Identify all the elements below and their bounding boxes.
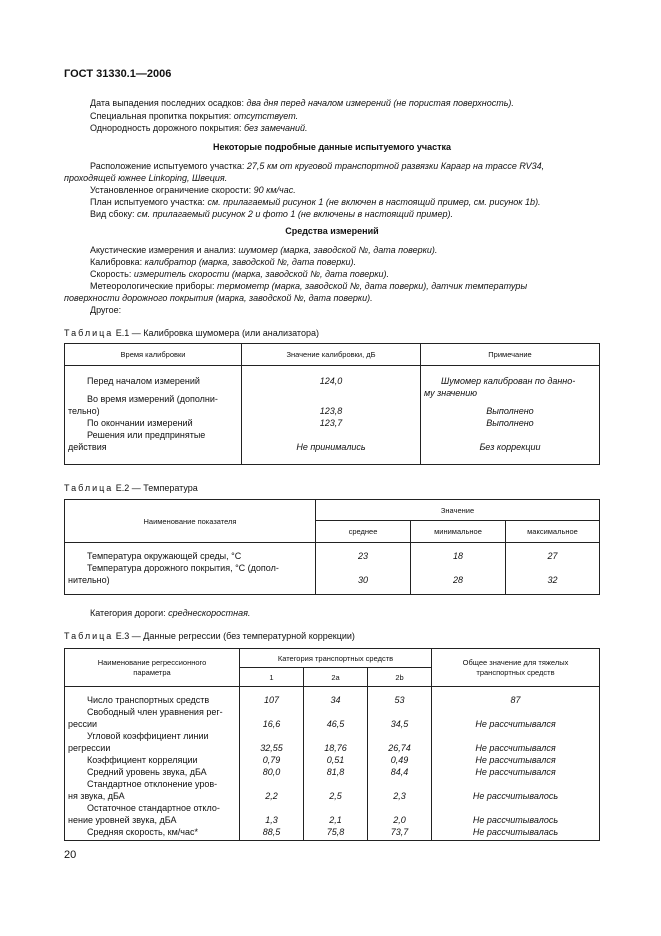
speed-meter-value: измеритель скорости (марка, заводской №, дата поверки). (133, 269, 390, 279)
uniformity-label: Однородность дорожного покрытия: (90, 123, 244, 133)
table-cell (506, 562, 599, 574)
table-cell (432, 778, 599, 790)
table-regression (64, 648, 600, 841)
table-cell: 34,5 (390, 719, 409, 729)
table1-caption-prefix: Таблица (64, 328, 114, 338)
road-category-value: среднескоростная. (168, 608, 251, 618)
table-cell: 2,0 (393, 815, 406, 825)
table-cell (316, 562, 410, 574)
table3-col-name (65, 687, 240, 841)
table-cell: 123,8 (319, 406, 343, 416)
table-cell (304, 802, 367, 814)
table-cell: 23 (357, 551, 368, 561)
table-cell: 73,7 (390, 827, 409, 837)
table-cell: Не рассчитывался (475, 755, 556, 765)
table-cell: 2,5 (329, 791, 342, 801)
table-cell: Температура окружающей среды, °С (87, 551, 242, 561)
table2-col-min (411, 543, 506, 595)
table-cell: регрессии (68, 743, 111, 753)
table2-col-name (65, 543, 316, 595)
calibration-label: Калибровка: (90, 257, 145, 267)
table-cell: Решения или предпринятые (87, 430, 206, 440)
table3-caption-prefix: Таблица (64, 631, 114, 641)
table-cell: Средний уровень звука, дБА (87, 767, 207, 777)
section-title-site-details: Некоторые подробные данные испытуемого участка (212, 142, 452, 152)
table-cell: ня звука, дБА (68, 791, 125, 801)
table2-header-max: максимальное (506, 521, 600, 543)
table1-col-value (242, 366, 421, 465)
speed-meter-label: Скорость: (90, 269, 134, 279)
side-view-line (90, 208, 453, 220)
table2-header-min: минимальное (411, 521, 506, 543)
table-cell: Стандартное отклонение уров- (87, 779, 218, 789)
table-temperature (64, 499, 600, 595)
impregnation-label: Специальная пропитка покрытия: (90, 111, 234, 121)
location-line (90, 160, 544, 172)
table3-header-cat2b: 2b (368, 668, 432, 687)
speed-limit-line (90, 184, 296, 196)
table-cell: 107 (263, 695, 280, 705)
table-cell: Выполнено (486, 406, 534, 416)
meteo-line (90, 280, 527, 292)
section-title-instruments: Средства измерений (285, 226, 379, 236)
meteo-value-1: термометр (марка, заводской №, дата поверки), датчик температуры (217, 281, 528, 291)
table-cell (240, 802, 303, 814)
table2-header-mean: среднее (316, 521, 411, 543)
table-cell: 2,3 (393, 791, 406, 801)
table-calibration (64, 343, 600, 465)
table3-header-total (432, 649, 600, 687)
table2-col-mean (316, 543, 411, 595)
table-cell (304, 706, 367, 718)
table-cell: 32 (547, 575, 558, 585)
table2-caption-prefix: Таблица (64, 483, 114, 493)
table-cell: нение уровней звука, дБА (68, 815, 177, 825)
table2-caption (64, 483, 198, 493)
table-cell: 18 (452, 551, 463, 561)
table-cell: 34 (330, 695, 341, 705)
table1-header-note: Примечание (421, 344, 600, 366)
location-label: Расположение испытуемого участка: (90, 161, 247, 171)
table-cell: Не рассчитывался (475, 767, 556, 777)
table-cell: Коэффициент корреляции (87, 755, 198, 765)
table-cell: 123,7 (319, 418, 343, 428)
table3-caption-text: Е.3 — Данные регрессии (без температурной коррекции) (113, 631, 355, 641)
table1-caption-text: Е.1 — Калибровка шумомера (или анализатора) (113, 328, 319, 338)
table-cell: му значению (424, 388, 477, 398)
uniformity-value: без замечаний. (243, 123, 308, 133)
table-cell: Шумомер калиброван по данно- (441, 376, 576, 386)
table2-caption-text: Е.2 — Температура (113, 483, 198, 493)
table2-col-max (506, 543, 600, 595)
table-cell (432, 730, 599, 742)
table3-header-group: Категория транспортных средств (240, 649, 432, 668)
table-cell: 46,5 (326, 719, 345, 729)
document-header: ГОСТ 31330.1—2006 (64, 68, 172, 80)
table-cell (411, 562, 505, 574)
table-cell: тельно) (68, 406, 100, 416)
road-category-line (90, 607, 250, 619)
table-cell: 81,8 (326, 767, 345, 777)
side-view-label: Вид сбоку: (90, 209, 137, 219)
side-view-value: см. прилагаемый рисунок 2 и фото 1 (не включены в настоящий пример). (136, 209, 453, 219)
table1-header-value: Значение калибровки, дБ (242, 344, 421, 366)
table-cell: Угловой коэффициент линии (87, 731, 209, 741)
acoustic-value: шумомер (марка, заводской №, дата поверки). (238, 245, 438, 255)
table-cell (432, 802, 599, 814)
precipitation-line (90, 97, 514, 109)
table-cell (242, 393, 420, 405)
table-cell: 16,6 (262, 719, 281, 729)
table-cell: действия (68, 442, 107, 452)
table-cell: 87 (510, 695, 521, 705)
table-cell: 124,0 (319, 376, 343, 386)
acoustic-line (90, 244, 437, 256)
impregnation-value: отсутствует. (233, 111, 299, 121)
uniformity-line (90, 122, 308, 134)
table-cell: 84,4 (390, 767, 409, 777)
table-cell: 75,8 (326, 827, 345, 837)
table-cell: 0,49 (390, 755, 409, 765)
table-cell: 28 (452, 575, 463, 585)
table3-header-name-1: Наименование регрессионного (97, 657, 207, 667)
table-cell: 53 (394, 695, 405, 705)
table-cell (421, 429, 599, 441)
table3-col-cat1 (240, 687, 304, 841)
table-cell: Свободный член уравнения рег- (87, 707, 223, 717)
table-cell: 0,79 (262, 755, 281, 765)
road-category-label: Категория дороги: (90, 608, 169, 618)
table-cell: По окончании измерений (87, 418, 193, 428)
precipitation-label: Дата выпадения последних осадков: (90, 98, 247, 108)
calibration-value: калибратор (марка, заводской №, дата поверки). (144, 257, 356, 267)
plan-line (90, 196, 541, 208)
location-value-2: проходящей южнее Linkoping, Швеция. (64, 173, 228, 183)
table-cell: 18,76 (324, 743, 347, 753)
table3-col-total (432, 687, 600, 841)
table1-col-note (421, 366, 600, 465)
table-cell: 0,51 (326, 755, 345, 765)
table-cell (432, 706, 599, 718)
table3-header-cat1: 1 (240, 668, 304, 687)
table3-header-cat2a: 2a (304, 668, 368, 687)
table-cell: Без коррекции (479, 442, 541, 452)
table-cell: 88,5 (262, 827, 281, 837)
table-cell: Во время измерений (дополни- (87, 394, 218, 404)
meteo-label: Метеорологические приборы: (90, 281, 218, 291)
impregnation-line (90, 110, 298, 122)
table-cell: рессии (68, 719, 98, 729)
table-cell: Не рассчитывалась (472, 827, 559, 837)
table2-header-group: Значение (316, 500, 600, 521)
table-cell: Не рассчитывалось (472, 815, 559, 825)
calibration-line (90, 256, 356, 268)
table-cell: Число транспортных средств (87, 695, 210, 705)
table3-header-total-2: транспортных средств (476, 667, 555, 677)
table-cell: Остаточное стандартное откло- (87, 803, 220, 813)
table-cell: 80,0 (262, 767, 281, 777)
table-cell: 2,1 (329, 815, 342, 825)
meteo-value-2: поверхности дорожного покрытия (марка, заводской №, дата поверки). (64, 293, 373, 303)
table-cell: 26,74 (388, 743, 411, 753)
table-cell (304, 730, 367, 742)
table-cell (242, 429, 420, 441)
speed-limit-label: Установленное ограничение скорости: (90, 185, 254, 195)
table2-header-name: Наименование показателя (65, 500, 316, 543)
table-cell: Не рассчитывался (475, 743, 556, 753)
plan-label: План испытуемого участка: (90, 197, 208, 207)
table3-col-cat2a (304, 687, 368, 841)
table-cell (368, 706, 431, 718)
table-cell: 27 (547, 551, 558, 561)
page-number: 20 (64, 849, 77, 861)
table-cell (304, 778, 367, 790)
table-cell: 32,55 (260, 743, 283, 753)
precipitation-value: два дня перед началом измерений (не пористая поверхность). (246, 98, 514, 108)
table-cell: Не рассчитывался (475, 719, 556, 729)
table3-caption (64, 631, 355, 641)
table-cell (240, 706, 303, 718)
table-cell (240, 778, 303, 790)
table-cell: Не рассчитывалось (472, 791, 559, 801)
plan-value: см. прилагаемый рисунок 1 (не включен в настоящий пример, см. рисунок 1b). (207, 197, 541, 207)
table3-header-name-2: параметра (133, 667, 171, 677)
speed-meter-line (90, 268, 389, 280)
table-cell (240, 730, 303, 742)
table-cell: 2,2 (265, 791, 278, 801)
table-cell: 30 (357, 575, 368, 585)
table-cell: нительно) (68, 575, 110, 585)
other-label: Другое: (90, 305, 122, 315)
location-value-1: 27,5 км от круговой транспортной развязки Карагр на трассе RV34, (246, 161, 545, 171)
table-cell: Выполнено (486, 418, 534, 428)
table-cell: Перед началом измерений (87, 376, 200, 386)
table-cell: 1,3 (265, 815, 278, 825)
speed-limit-value: 90 км/час. (253, 185, 296, 195)
table1-header-time: Время калибровки (65, 344, 242, 366)
table3-header-name (65, 649, 240, 687)
table3-col-cat2b (368, 687, 432, 841)
table-cell (368, 802, 431, 814)
table-cell (368, 730, 431, 742)
table1-caption (64, 328, 319, 338)
table-cell: Средняя скорость, км/час* (87, 827, 198, 837)
table-cell: Не принимались (296, 442, 366, 452)
table1-col-time (65, 366, 242, 465)
table3-header-total-1: Общее значение для тяжелых (462, 657, 569, 667)
table-cell: Температура дорожного покрытия, °С (допол- (87, 563, 279, 573)
table-cell (368, 778, 431, 790)
acoustic-label: Акустические измерения и анализ: (90, 245, 239, 255)
